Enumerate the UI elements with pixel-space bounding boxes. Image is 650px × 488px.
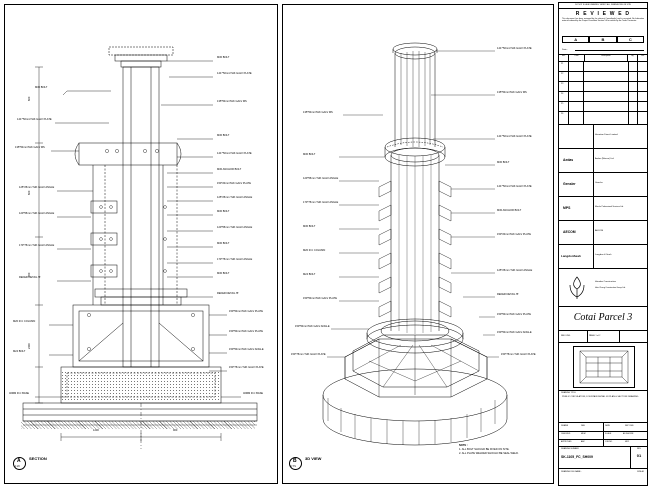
consultant-3-logo: Gensler: [563, 182, 576, 186]
fields-block: [559, 423, 647, 447]
callout-right-16: 150*50mmTHK GALV PLATE: [229, 330, 263, 333]
drawing-title-label: DRAWING TITLE: [561, 392, 576, 394]
note-1: 1. ALL BOLT SHOULD BE FIXED ON SITE.: [459, 447, 510, 451]
field-drawn-key: DRAWN: [561, 425, 569, 427]
consultant-2-logo: Aedas: [563, 158, 574, 162]
grade-c-label: C: [628, 37, 632, 42]
iso-callout-l6: M20 R.C COLUMN: [303, 249, 326, 252]
callout-right-9: M30 BOLT: [217, 210, 230, 213]
iso-callout-l5: M30 BOLT: [303, 225, 316, 228]
iso-callout-l1: 135*50mmTHK GALV MS: [303, 111, 333, 114]
consultant-row-2: [559, 149, 647, 173]
drawing-title-block: [559, 391, 647, 423]
consultant-3-role: Gensler: [595, 182, 603, 184]
notes-block: [459, 445, 549, 454]
dim-4: 2400: [28, 343, 31, 349]
section-view-scale: 1:20: [15, 465, 20, 468]
iso-callout-5: 140 *50mmTHK GALV PLATE: [497, 185, 532, 188]
panel-label: PANEL 1 of 2: [589, 335, 601, 337]
field-jobno-val: 0812: [625, 441, 630, 443]
grade-cell-b[interactable]: [589, 36, 616, 43]
rev-col-desc: Description: [585, 55, 628, 61]
consultant-row-4: [559, 197, 647, 221]
iso-callout-l8: 150*50mmTHK GALV PLATE: [303, 297, 337, 300]
isometric-drawing: [283, 5, 553, 483]
file-name-label: DRAWING FILE NAME :: [561, 471, 582, 473]
dim-2: 600: [28, 190, 31, 195]
grade-b-label: B: [601, 37, 605, 42]
field-scale-key: SCALE: [605, 433, 612, 435]
callout-right-4: M30 BOLT: [217, 134, 230, 137]
iso-callout-7: 150*20mmTHK GALV PLATE: [497, 233, 531, 236]
section-view-tag: A: [17, 458, 21, 464]
consultant-row-6: [559, 245, 647, 269]
iso-callout-l7: M24 BOLT: [303, 273, 316, 276]
key-plan-sketch: [574, 347, 634, 387]
consultant-row-1: [559, 125, 647, 149]
callout-right-15: 150*50mmTHK GALV PLATE: [229, 310, 263, 313]
iso-callout-1: 140 *50mmTHK GALV PLATE: [497, 47, 532, 50]
rev-row-2-rev: P2: [561, 73, 564, 75]
callout-right-13: M30 BOLT: [217, 272, 230, 275]
notes-title: NOTE :: [459, 444, 468, 447]
callout-right-8: 125*25mm THK GALV ANGLE: [217, 196, 253, 199]
field-drawn-val: DEE: [581, 425, 585, 427]
rev-col-date: Date: [569, 55, 585, 61]
field-scale-val: AS SHOWN: [623, 433, 634, 435]
callout-right-7: 150*20mmTHK GALV PLATE: [217, 182, 251, 185]
contractor-logo-icon: [564, 275, 590, 301]
callout-right-5: 140 *50mmTHK GALV PLATE: [217, 152, 252, 155]
callout-right-2: 140 *50mmTHK GALV PLATE: [217, 72, 252, 75]
callout-left-8: M20 R.C COLUMN: [13, 320, 36, 323]
callout-left-3: 135*50mmTHK GALV MS: [15, 146, 45, 149]
rev-row-4-rev: P4: [561, 93, 564, 95]
key-plan-thumbnail-row: [559, 343, 647, 391]
reviewed-title: R E V I E W E D: [575, 11, 631, 17]
drawing-number: SK-1105_FC_SH009: [561, 455, 593, 459]
callout-left-2: 140 *50mmTHK GALV PLATE: [17, 118, 52, 121]
iso-callout-l3: 120*55mm THK GALV ANGLE: [303, 177, 339, 180]
rev-row-6-rev: P6: [561, 113, 564, 115]
rev-value: 01: [636, 453, 642, 458]
callout-left-5: 120*55mm THK GALV ANGLE: [19, 212, 55, 215]
callout-right-14: REFER DETAIL 'B': [217, 292, 239, 295]
iso-view-title: 3D VIEW: [305, 456, 322, 461]
contractor-sub: Hsin Chong Construction Group Ltd.: [595, 287, 626, 289]
dim-3: 450: [28, 272, 31, 277]
contractor-name: Hsinden Construction: [595, 281, 616, 283]
callout-left-10: 40MM R.C BASE: [9, 392, 30, 395]
rev-label: REV: [637, 448, 641, 450]
project-name-block: [559, 307, 647, 331]
callout-right-18: 150*75mm THK GALV PLATE: [229, 366, 264, 369]
field-date-key: DATE: [605, 425, 610, 427]
reviewed-body: This document has been reviewed by the relevant Consultant(s) and is accepted. No fabrication material ordered by the Project Procedure Section 5.4 be written by the Trade Contractor.: [562, 18, 644, 23]
revision-table: [559, 55, 647, 125]
iso-callout-10: 150*50mmTHK GALV PLATE: [497, 313, 531, 316]
grade-cell-c[interactable]: [617, 36, 644, 43]
field-approved-val: ABC: [581, 441, 585, 443]
field-jobno-key: JOB NO.: [605, 441, 613, 443]
consultant-4-role: Marcks Professional Services Ltd.: [595, 206, 624, 208]
callout-right-17: 150*50mmTHK GALV ANGLE: [229, 348, 264, 351]
rev-row-5-rev: P5: [561, 103, 564, 105]
consultant-5-role: AECOM: [595, 230, 604, 232]
consultant-6-logo: LangdonSeah: [561, 254, 581, 258]
callout-right-6: M30 ANCHOR BOLT: [217, 168, 242, 171]
callout-right-3: 135*50mmTHK GALV MS: [217, 100, 247, 103]
title-block: [558, 2, 648, 486]
drawing-title: PUBLIC CIRCULATION, FOUNTAIN DETAIL 09 PLAN & SECTION DRAWING: [562, 396, 639, 399]
iso-callout-12: 150*75mm THK GALV PLATE: [501, 353, 536, 356]
callout-right-10: 120*55mm THK GALV ANGLE: [217, 226, 253, 229]
callout-left-4: 125*25mm THK GALV ANGLE: [19, 186, 55, 189]
consultant-1-name: Hovatian Direct Limited: [595, 134, 618, 136]
note-2: 2. ALL PLATE WELDED SHOULD BE SEAL WELD.: [459, 451, 519, 455]
iso-callout-8: 125*25mm THK GALV ANGLE: [497, 269, 533, 272]
contractor-block: [559, 269, 647, 307]
field-approved-key: APPROVED: [561, 441, 572, 443]
dim-bottom-2: 900: [173, 429, 178, 432]
iso-callout-l10: 150*75mm THK GALV PLATE: [291, 353, 326, 356]
iso-callout-l4: 170*75mm THK GALV ANGLE: [303, 201, 339, 204]
grade-cell-a[interactable]: [562, 36, 589, 43]
section-view-title: SECTION: [29, 456, 47, 461]
callout-left-9: M24 BOLT: [13, 350, 26, 353]
iso-callout-l2: M30 BOLT: [303, 153, 316, 156]
callout-left-7: REFER DETAIL 'B': [19, 276, 41, 279]
footer-row: [559, 469, 647, 485]
consultant-row-5: [559, 221, 647, 245]
consultant-4-logo: MPS: [563, 206, 571, 210]
dim-1: 600: [28, 96, 31, 101]
consultants-block: [559, 125, 647, 269]
rev-col-rev: Rev: [559, 55, 569, 61]
callout-right-12: 170*75mm THK GALV ANGLE: [217, 258, 253, 261]
do-not-scale-note: DO NOT SCALE DRAWING. VERIFY ALL DIMENSIONS ON SITE: [575, 4, 631, 6]
iso-callout-11: 150*50mmTHK GALV ANGLE: [497, 331, 532, 334]
rev-row-3-rev: P3: [561, 83, 564, 85]
rev-col-chk: Chk: [640, 55, 645, 57]
grade-a-label: A: [574, 37, 578, 42]
iso-view-tag: B: [293, 458, 297, 464]
callout-left-1: M30 BOLT: [35, 86, 48, 89]
rev-row-1-rev: P1: [561, 63, 564, 65]
callout-right-11: M30 BOLT: [217, 242, 230, 245]
ref-dwg-label: REF. DWG: [561, 335, 571, 337]
drawing-number-block: [559, 447, 647, 469]
iso-callout-3: 140 *50mmTHK GALV PLATE: [497, 135, 532, 138]
callout-left-6: 170*75mm THK GALV ANGLE: [19, 244, 55, 247]
callout-right-1: M30 BOLT: [217, 56, 230, 59]
right-3d-panel: [282, 4, 554, 484]
reviewed-stamp: [559, 9, 647, 55]
project-name: Cotai Parcel 3: [573, 312, 633, 323]
field-checked-val: MKM: [581, 433, 586, 435]
consultant-row-3: [559, 173, 647, 197]
drawing-number-label: DRAWING NUMBER: [561, 448, 579, 450]
iso-callout-l9: 150*50mmTHK GALV ANGLE: [295, 325, 330, 328]
iso-callout-2: 135*50mmTHK GALV MS: [497, 91, 527, 94]
key-plan-thumbnail: [573, 346, 635, 388]
key-plan-block: [559, 331, 647, 343]
consultant-5-logo: AECOM: [563, 230, 576, 234]
field-date-val: SEP 2009: [625, 425, 634, 427]
sheet-size-label: SIZE A1: [637, 471, 644, 473]
iso-callout-4: M30 BOLT: [497, 161, 510, 164]
dim-bottom-1: 1200: [93, 429, 99, 432]
consultant-2-role: Aedas (Macau) Ltd.: [595, 158, 615, 160]
iso-callout-9: REFER DETAIL 'B': [497, 293, 519, 296]
stamp-date-label: Date :: [562, 49, 568, 52]
rev-col-by: By: [628, 55, 638, 61]
left-section-panel: [4, 4, 278, 484]
field-checked-key: CHECKED: [561, 433, 571, 435]
iso-callout-6: M30 ANCHOR BOLT: [497, 209, 522, 212]
iso-view-scale: N.T.S: [290, 465, 296, 468]
consultant-6-role: Langdon & Seah: [595, 254, 612, 256]
callout-right-19: 40MM R.C BASE: [243, 392, 264, 395]
